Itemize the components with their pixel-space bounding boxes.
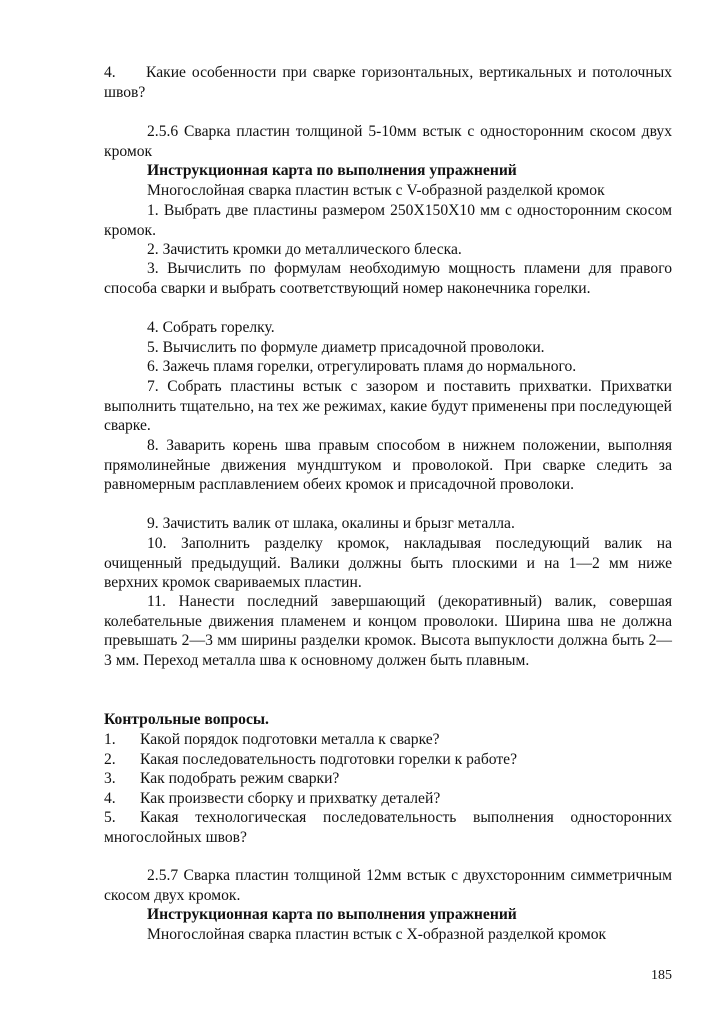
top-question-text: Какие особенности при сварке горизонтальных, вертикальных и потолочных швов? bbox=[104, 64, 672, 101]
list-item-text: Как подобрать режим сварки? bbox=[140, 770, 340, 788]
control-questions-title: Контрольные вопросы. bbox=[104, 711, 269, 728]
list-item-number: 5. bbox=[104, 809, 116, 827]
step-2: 2. Зачистить кромки до металлического блеска. bbox=[147, 241, 462, 258]
list-item bbox=[104, 789, 672, 809]
step-8: 8. Заварить корень шва правым способом в нижнем положении, выполняя прямолинейные движения мундштуком и проволокой. При сварке следить за равномерным расплавлением обеих кромок и присадочной проволоки. bbox=[104, 437, 672, 494]
step-6: 6. Зажечь пламя горелки, отрегулировать пламя до нормального. bbox=[147, 358, 577, 375]
list-item-number: 2. bbox=[104, 750, 116, 768]
step-1: 1. Выбрать две пластины размером 250Х150Х10 мм с односторонним скосом кромок. bbox=[104, 202, 672, 239]
section-257-heading: 2.5.7 Сварка пластин толщиной 12мм встык с двухсторонним симметричным скосом двух кромок. bbox=[104, 867, 672, 904]
list-item-text: Какая технологическая последовательность выполнения односторонних многослойных швов? bbox=[104, 809, 672, 846]
list-item-text: Какой порядок подготовки металла к сварке? bbox=[140, 731, 440, 748]
step-7: 7. Собрать пластины встык с зазором и поставить прихватки. Прихватки выполнить тщательно, на тех же режимах, какие будут применены при последующей сварке. bbox=[104, 378, 672, 435]
list-item-number: 4. bbox=[104, 789, 116, 807]
list-item-text: Как произвести сборку и прихватку деталей? bbox=[140, 789, 441, 807]
page-number: 185 bbox=[651, 968, 672, 983]
section-256-card-title: Инструкционная карта по выполнения упражнений bbox=[147, 162, 517, 179]
list-item-number: 1. bbox=[104, 731, 116, 748]
top-question bbox=[104, 63, 672, 102]
list-item bbox=[104, 750, 672, 770]
step-4: 4. Собрать горелку. bbox=[147, 319, 275, 336]
list-item bbox=[104, 769, 672, 789]
step-5: 5. Вычислить по формуле диаметр присадочной проволоки. bbox=[147, 339, 545, 356]
list-item bbox=[104, 808, 672, 847]
section-256-card-subtitle: Многослойная сварка пластин встык с V-образной разделкой кромок bbox=[147, 182, 605, 199]
top-question-number: 4. bbox=[104, 64, 116, 81]
step-11: 11. Нанести последний завершающий (декоративный) валик, совершая колебательные движения пламенем и концом проволоки. Ширина шва не должна превышать 2—3 мм ширины разделки кромок. Высота выпуклости должна быть 2—3 мм. Переход металла шва к основному должен быть плавным. bbox=[104, 593, 672, 669]
control-questions-list bbox=[104, 730, 672, 848]
section-257-card-title: Инструкционная карта по выполнения упражнений bbox=[147, 906, 517, 923]
list-item-number: 3. bbox=[104, 770, 116, 788]
step-10: 10. Заполнить разделку кромок, накладывая последующий валик на очищенный предыдущий. Валики должны быть плоскими и на 1—2 мм ниже верхних кромок свариваемых пластин. bbox=[104, 535, 672, 592]
section-256-heading: 2.5.6 Сварка пластин толщиной 5-10мм встык с односторонним скосом двух кромок bbox=[104, 123, 672, 160]
step-9: 9. Зачистить валик от шлака, окалины и брызг металла. bbox=[147, 515, 515, 532]
section-257-card-subtitle: Многослойная сварка пластин встык с Х-образной разделкой кромок bbox=[147, 926, 607, 943]
step-3: 3. Вычислить по формулам необходимую мощность пламени для правого способа сварки и выбрать соответствующий номер наконечника горелки. bbox=[104, 260, 672, 297]
list-item-text: Какая последовательность подготовки горелки к работе? bbox=[140, 750, 518, 768]
list-item bbox=[104, 730, 672, 750]
